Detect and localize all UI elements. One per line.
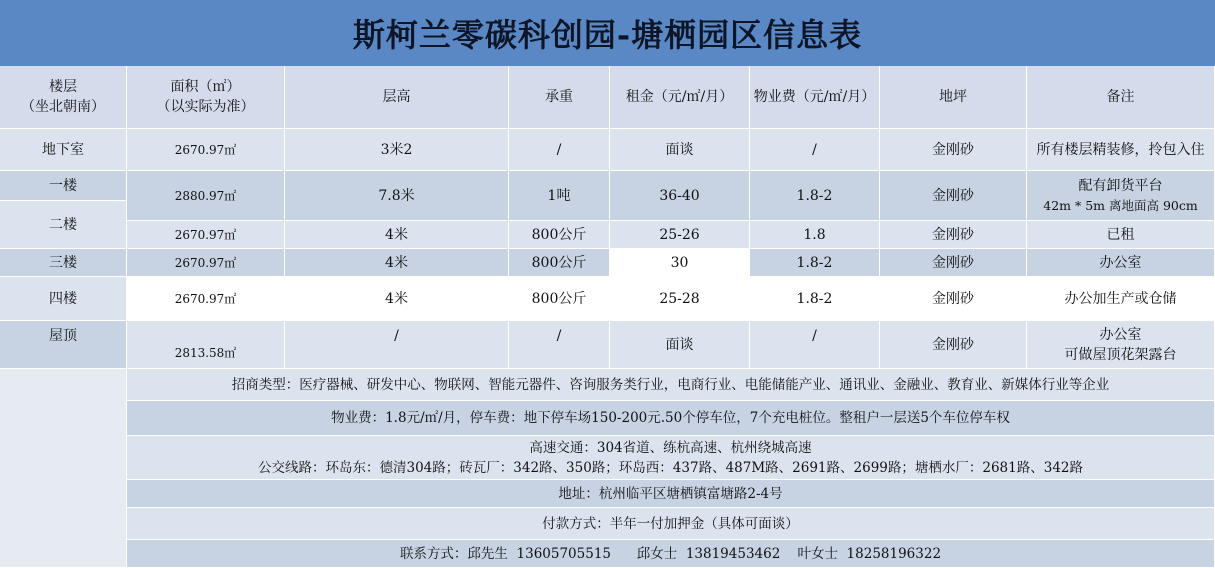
row-roof-floor-label: 屋顶 bbox=[49, 327, 77, 344]
header-load: 承重 bbox=[509, 66, 610, 129]
row-roof-floor bbox=[0, 321, 127, 369]
row-basement-note: 所有楼层精装修，拎包入住 bbox=[1027, 129, 1215, 171]
header-notes: 备注 bbox=[1027, 66, 1215, 129]
row-f3-note: 办公室 bbox=[1027, 249, 1215, 277]
info-bus: 公交线路：环岛东：德清304路；砖瓦厂：342路、350路；环岛西：437路、487M路、2691路、2699路；塘栖水厂：2681路、342路 bbox=[258, 459, 1083, 476]
row-f2-load: 800公斤 bbox=[509, 221, 610, 249]
row-roof-load-value: / bbox=[556, 327, 562, 344]
info-industries: 招商类型：医疗器械、研发中心、物联网、智能元器件、咨询服务类行业，电商行业、电能储能产业、通讯业、金融业、教育业、新媒体行业等企业 bbox=[127, 369, 1215, 401]
header-area-line2: （以实际为准） bbox=[156, 99, 255, 115]
row-f3-area: 2670.97㎡ bbox=[127, 249, 285, 277]
row-roof-height bbox=[285, 321, 509, 369]
row-f3-height: 4米 bbox=[285, 249, 509, 277]
row-f4-fee: 1.8-2 bbox=[750, 277, 880, 321]
row-f1-floor: 一楼 bbox=[0, 171, 127, 201]
row-f1-note-line1: 配有卸货平台 bbox=[1078, 177, 1163, 194]
row-basement-load: / bbox=[509, 129, 610, 171]
row-roof-height-value: / bbox=[394, 327, 399, 344]
header-floor-line2: （坐北朝南） bbox=[21, 99, 105, 115]
row-f1-rent: 36-40 bbox=[610, 171, 750, 221]
info-transport bbox=[127, 436, 1215, 480]
row-f4-area: 2670.97㎡ bbox=[127, 277, 285, 321]
row-f2-height: 4米 bbox=[285, 221, 509, 249]
row-f2-note: 已租 bbox=[1027, 221, 1215, 249]
row-roof-load bbox=[509, 321, 610, 369]
row-f3-ground: 金刚砂 bbox=[880, 249, 1027, 277]
row-f3-load: 800公斤 bbox=[509, 249, 610, 277]
info-traffic: 高速交通：304省道、练杭高速、杭州绕城高速 bbox=[529, 439, 812, 456]
header-rent: 租金（元/㎡/月） bbox=[610, 66, 750, 129]
row-f3-fee: 1.8-2 bbox=[750, 249, 880, 277]
row-f2-rent: 25-26 bbox=[610, 221, 750, 249]
row-f2-area: 2670.97㎡ bbox=[127, 221, 285, 249]
row-f1-note bbox=[1027, 171, 1215, 221]
info-address: 地址：杭州临平区塘栖镇富塘路2-4号 bbox=[127, 480, 1215, 508]
row-roof-note-line1: 办公室 bbox=[1099, 326, 1142, 343]
row-roof-fee bbox=[750, 321, 880, 369]
header-area bbox=[127, 66, 285, 129]
row-f2-fee: 1.8 bbox=[750, 221, 880, 249]
info-left-column bbox=[0, 369, 127, 568]
header-floor bbox=[0, 66, 127, 129]
row-f4-height: 4米 bbox=[285, 277, 509, 321]
row-roof-area-value: 2813.58㎡ bbox=[174, 345, 237, 360]
row-f4-load: 800公斤 bbox=[509, 277, 610, 321]
row-f2-ground: 金刚砂 bbox=[880, 221, 1027, 249]
row-f4-rent: 25-28 bbox=[610, 277, 750, 321]
row-f1-note-line2: 42m * 5m 离地面高 90cm bbox=[1043, 197, 1198, 213]
header-height: 层高 bbox=[285, 66, 509, 129]
row-f1-load: 1吨 bbox=[509, 171, 610, 221]
row-roof-fee-value: / bbox=[812, 327, 817, 344]
info-fees: 物业费：1.8元/㎡/月，停车费：地下停车场150-200元.50个停车位，7个充电桩位。整租户一层送5个车位停车权 bbox=[127, 401, 1215, 436]
row-f1-area: 2880.97㎡ bbox=[127, 171, 285, 221]
page-title: 斯柯兰零碳科创园-塘栖园区信息表 bbox=[0, 0, 1215, 66]
info-contact: 联系方式：邱先生 13605705515 邱女士 13819453462 叶女士 18258196322 bbox=[127, 540, 1215, 568]
header-floor-type: 地坪 bbox=[880, 66, 1027, 129]
row-roof-ground: 金刚砂 bbox=[880, 321, 1027, 369]
row-f1-height: 7.8米 bbox=[285, 171, 509, 221]
row-f1-fee: 1.8-2 bbox=[750, 171, 880, 221]
row-f1-ground: 金刚砂 bbox=[880, 171, 1027, 221]
header-area-line1: 面积（㎡） bbox=[170, 79, 241, 95]
row-basement-fee: / bbox=[750, 129, 880, 171]
row-basement-rent: 面谈 bbox=[610, 129, 750, 171]
row-roof-area bbox=[127, 321, 285, 369]
row-f4-note: 办公加生产或仓储 bbox=[1027, 277, 1215, 321]
row-basement-ground: 金刚砂 bbox=[880, 129, 1027, 171]
row-basement-area: 2670.97㎡ bbox=[127, 129, 285, 171]
header-property-fee: 物业费（元/㎡/月） bbox=[750, 66, 880, 129]
info-payment: 付款方式：半年一付加押金（具体可面谈） bbox=[127, 508, 1215, 540]
header-floor-line1: 楼层 bbox=[49, 79, 77, 95]
row-roof-note-line2: 可做屋顶花架露台 bbox=[1064, 346, 1177, 363]
row-f3-rent: 30 bbox=[610, 249, 750, 277]
row-roof-rent: 面谈 bbox=[610, 321, 750, 369]
row-f2-floor: 二楼 bbox=[0, 201, 127, 249]
row-f3-floor: 三楼 bbox=[0, 249, 127, 277]
row-basement-height: 3米2 bbox=[285, 129, 509, 171]
row-roof-note bbox=[1027, 321, 1215, 369]
row-f4-floor: 四楼 bbox=[0, 277, 127, 321]
row-basement-floor: 地下室 bbox=[0, 129, 127, 171]
row-f4-ground: 金刚砂 bbox=[880, 277, 1027, 321]
